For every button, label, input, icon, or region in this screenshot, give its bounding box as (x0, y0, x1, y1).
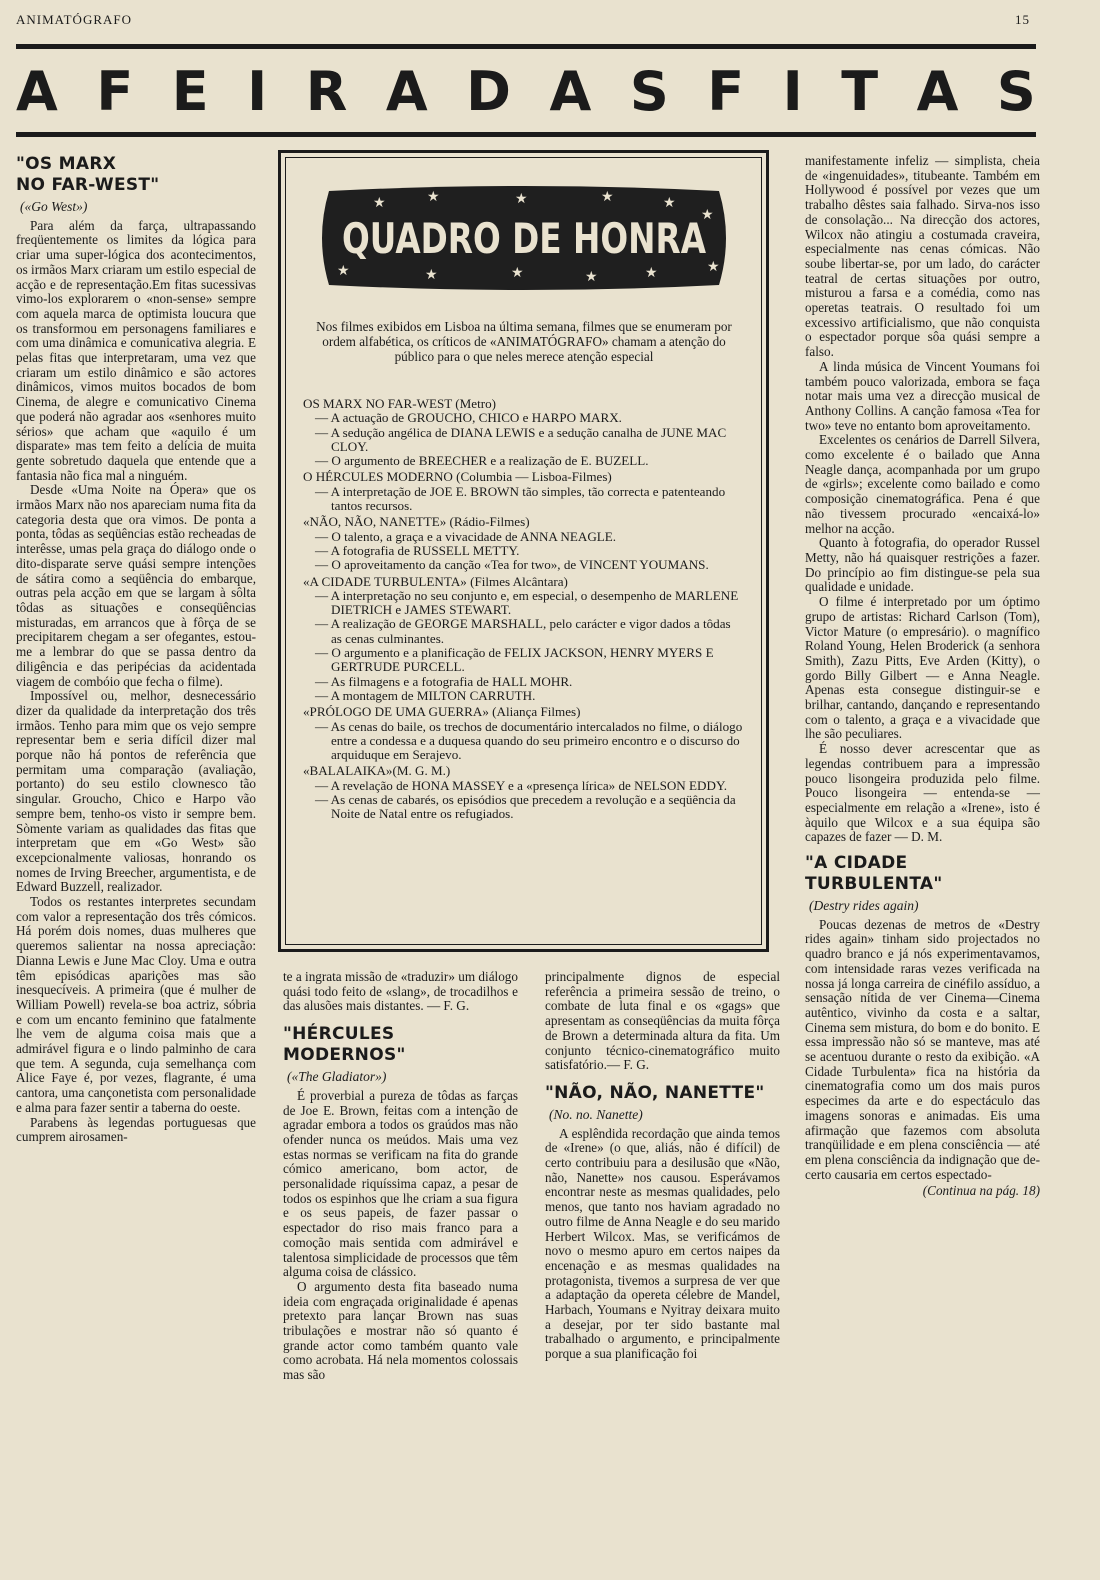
masthead-letter: T (841, 60, 879, 123)
continued-text: te a ingrata missão de «traduzir» um diálogo quási todo feito de «slang», de trocadilhos e das alusões mais distantes. — F. G. (283, 969, 518, 1014)
honra-intro: Nos filmes exibidos em Lisboa na última semana, filmes que se enumeram por ordem alfabética, os críticos de «ANIMATÓGRAFO» chamam a atenção do público para o que neles merece atenção especial (316, 319, 732, 364)
paragraph: O argumento desta fita baseado numa ideia com engraçada originalidade é apenas pretexto para lançar Brown nas suas tribulações e mostrar não só quanto é grande actor como também quanto vale como acrobata. Há nela momentos colossais mas são (283, 1278, 518, 1383)
paragraph: É proverbial a pureza de tôdas as farças de Joe E. Brown, feitas com a intenção de agradar embora a todos os graúdos mas não ofender nunca os meúdos. Mais uma vez estas normas se verificam na fita do grande cómico americano, bom actor, de personalidade riquíssima capaz, a pesar de todos os espinhos que lhe criam a sua figura e os seus papeis, de fazer passar o espectador do riso mais franco para a comoção mais sentida com admirável e talentosa simplicidade de processos que têm alguma coisa de clássico. (283, 1087, 518, 1280)
svg-text:★: ★ (707, 259, 720, 275)
masthead-letter: A (916, 60, 959, 123)
film-point: — A sedução angélica de DIANA LEWIS e a sedução canalha de JUNE MAC CLOY. (315, 424, 727, 454)
page-number: 15 (1015, 12, 1030, 27)
masthead-letter: D (466, 60, 511, 123)
article-subtitle: («The Gladiator») (287, 1069, 387, 1085)
masthead-letter: E (171, 60, 209, 123)
continued-text: principalmente dignos de especial referência a primeira sessão de treino, o combate de luta final e os «gags» que apresentam as conseqüências da muita fôrça de Brown a determinada altura da fita. Um conjunto técnico-cinematográfico muito satisfatório.— F. G. (545, 969, 780, 1073)
film-title: «NÃO, NÃO, NANETTE» (Rádio-Filmes) (303, 514, 530, 530)
svg-text:★: ★ (425, 267, 438, 283)
quadro-de-honra-banner (315, 179, 733, 297)
film-title: «BALALAIKA»(M. G. M.) (303, 763, 451, 779)
film-point: — O aproveitamento da canção «Tea for two», de VINCENT YOUMANS. (315, 557, 709, 573)
film-title: «PRÓLOGO DE UMA GUERRA» (Aliança Filmes) (303, 704, 581, 720)
top-rule (16, 44, 1036, 49)
svg-text:★: ★ (427, 189, 440, 205)
article-nao-nao-nanette (545, 970, 780, 1362)
film-point: — O talento, a graça e a vivacidade de ANNA NEAGLE. (315, 528, 617, 544)
quadro-de-honra-box (278, 150, 769, 952)
film-point: — A interpretação no seu conjunto e, em especial, o desempenho de MARLENE DIETRICH e JAMES STEWART. (315, 587, 739, 618)
svg-text:★: ★ (585, 269, 598, 285)
honra-film (303, 397, 743, 468)
continued-note: (Continua na pág. 18) (922, 1183, 1040, 1199)
paragraph: A linda música de Vincent Youmans foi também pouco valorizada, embora se faça notar mais uma vez a direcção musical de Anthony Collins. A canção famosa «Tea for two» teve no entanto bom aproveitamento. (805, 358, 1040, 433)
article-subtitle: (No. no. Nanette) (549, 1106, 643, 1122)
honra-film (303, 764, 743, 821)
film-title: OS MARX NO FAR-WEST (Metro) (303, 396, 497, 411)
article-heading (283, 1024, 518, 1066)
honra-film (303, 575, 743, 704)
heading-line-2: MODERNOS" (283, 1045, 406, 1066)
bottom-rule (16, 132, 1036, 137)
article-heading (16, 154, 256, 196)
heading-line-2: NO FAR-WEST" (16, 175, 160, 195)
svg-text:★: ★ (601, 189, 614, 205)
paragraph: Quanto à fotografia, do operador Russel Metty, não há quaisquer restrições a fazer. Do princípio ao fim distingue-se pela sua qualidade e unidade. (805, 535, 1040, 595)
paragraph: Parabens às legendas portuguesas que cumprem airosamen- (16, 1114, 256, 1145)
running-header (16, 12, 1030, 28)
paragraph: manifestamente infeliz — simplista, cheia de «ingenuidades», titubeante. Também em Hollywood é possível por vezes que um trabalho dêstes saia falhado. Sirva-nos isso de consolação... Na direcção dos actores, Wilcox não atingiu a costumada craveira, especialmente nas cenas cómicas. Não soube libertar-se, por um lado, do carácter teatral de certas situações por outro, misturou a farsa e a comédia, como nas operetas teatrais. O resultado foi um excessivo artificialismo, que não conquista o espectador porque sôa quási sempre a falso. (805, 153, 1040, 360)
paragraph: Para além da farça, ultrapassando freqüentemente os limites da lógica para criar uma super-lógica dos acontecimentos, os irmãos Marx criaram um estilo especial de acção e de representação.Em fitas sucessivas vimo-los explorarem o «non-sense» sempre com aquela marca de optimista loucura que os transformou em personagens familiares e com uma dinâmica e comunicativa alegria. E pelas fitas que interpretaram, uma vez que criaram um estilo dinâmico e são actores dinâmicos, vimos muitos bocados de bom Cinema, de alegre e comunicativo Cinema que poderá não agradar aos «senhores muito sérios» que acham que «aquilo é um disparate» mas tem feito a delícia de muita gente sobretudo daquela que entende que a fantasia não fica mal a ninguém. (16, 217, 256, 483)
svg-text:★: ★ (663, 195, 676, 211)
film-point: — A actuação de GROUCHO, CHICO e HARPO MARX. (315, 410, 622, 426)
honra-film-list (303, 397, 743, 824)
honra-film (303, 470, 743, 513)
banner-title: QUADRO DE HONRA (342, 214, 707, 263)
svg-text:★: ★ (337, 263, 350, 279)
svg-text:★: ★ (515, 191, 528, 207)
svg-text:★: ★ (645, 265, 658, 281)
masthead-letter: A (549, 60, 592, 123)
svg-text:★: ★ (373, 195, 386, 211)
film-point: — O argumento de BREECHER e a realização de E. BUZELL. (315, 453, 649, 469)
paragraph: O filme é interpretado por um óptimo grupo de artistas: Richard Carlson (Tom), Victor Mature (o empresário). o magnífico Roland Young, Helen Broderick (a senhora Smith), Zazu Pitts, Eve Arden (Kitty), o gordo Billy Gilbert — e Anna Neagle. Apenas esta consegue distinguir-se e brilhar, cantando, dançando e representando com o talento, a graça e a vivacidade que lhe são peculiares. (805, 594, 1040, 742)
film-point: — A revelação de HONA MASSEY e a «presença lírica» de NELSON EDDY. (315, 777, 727, 793)
article-os-marx (16, 154, 256, 1145)
film-point: — A fotografia de RUSSELL METTY. (315, 542, 520, 558)
honra-film (303, 515, 743, 572)
svg-text:★: ★ (701, 207, 714, 223)
masthead-letter: S (996, 60, 1036, 123)
paragraph: Poucas dezenas de metros de «Destry rides again» tinham sido projectados no quadro branco e já nós experimentavamos, com intensidade raras vezes verificada na nossa já longa carreira de cinéfilo assíduo, a sensação nítida de ver Cinema—Cinema autêntico, vivinho da costa e a saltar, Cinema sem mistura, do bom e do bonito. E essa impressão não só se manteve, mas até se acentuou durante o resto da exibição. «A Cidade Turbulenta» fica na história da cinematografia como um dos mais puros especimes da arte e do espectáculo das imagens sonoras e animadas. Eis uma afirmação que fazemos com absoluta tranqüilidade e em plena consciência — até em plena consciência da indignação que de-certo causaria em certos espectado- (805, 916, 1040, 1182)
film-point: — A realização de GEORGE MARSHALL, pelo carácter e vigor dados a tôdas as cenas culminantes. (315, 616, 731, 646)
article-hercules-modernos (283, 970, 518, 1383)
article-subtitle: (Destry rides again) (809, 898, 919, 914)
paragraph: Impossível ou, melhor, desnecessário dizer da qualidade da interpretação dos três irmãos. Tenho para mim que os vejo sempre representar bem e seria difícil dizer mal porque não há pontos de referência que permitam uma comparação (avaliação, portanto) do seu estilo clownesco tão singular. Groucho, Chico e Harpo vão sempre bem, tenho-os visto ir sempre bem. Sòmente variam as qualidades das fitas que interpretam que em «Go West» são excepcionalmente valiosas, honrando os nomes de Irving Breecher, argumentista, e de Edward Buzzell, realizador. (16, 688, 256, 895)
film-title: «A CIDADE TURBULENTA» (Filmes Alcântara) (303, 573, 568, 589)
film-point: — As cenas de cabarés, os episódios que precedem a revolução e a seqüência da Noite de Natal entre os refugiados. (315, 792, 736, 822)
film-point: — As filmagens e a fotografia de HALL MOHR. (315, 673, 573, 689)
paragraph: Desde «Uma Noite na Ópera» que os irmãos Marx não nos apareciam numa fita da categoria desta que ora vimos. De ponta a ponta, tôdas as seqüências estão recheadas de interêsse, umas pela graça do diálogo onde o dito-disparate serve quási sempre intenções de sátira como a seqüência do embarque, outras pela acção em que se largam à sôlta tôdas as situações e conseqüências misturadas, em arrancos que à fôrça de se precipitarem chegam a ser ofegantes, estou-me a lembrar do que se passa dentro da diligência e das peripécias da acidentada viagem de combóio que fecha o filme). (16, 482, 256, 689)
film-point: — O argumento e a planificação de FELIX JACKSON, HENRY MYERS E GERTRUDE PURCELL. (315, 645, 714, 675)
heading-line-1: "A CIDADE (805, 853, 908, 874)
heading-line-1: "OS MARX (16, 154, 117, 174)
heading-line-1: "HÉRCULES (283, 1024, 395, 1045)
paragraph: A esplêndida recordação que ainda temos de «Irene» (o que, aliás, não é difícil) de certo contribuiu para a desilusão que «Não, não, Nanette» nos causou. Esperávamos encontrar neste as mesmas qualidades, pelo menos, que tanto nos haviam agradado no outro filme de Anna Neagle e do seu marido Herbert Wilcox. Mas, se verificámos de novo o mesmo apuro em certos naipes da encenação e as mesmas qualidades na protagonista, tivemos a surpresa de ver que a adaptação da opereta célebre de Mandel, Harbach, Youmans e Nyitray deixara muito a desejar, por ter sido bastante mal trabalhado o argumento, e principalmente porque a sua planificação foi (545, 1125, 780, 1362)
magazine-name: ANIMATÓGRAFO (16, 12, 133, 27)
masthead-letter: R (305, 60, 348, 123)
article-subtitle: («Go West») (20, 199, 88, 214)
paragraph: Excelentes os cenários de Darrell Silvera, como excelente é o bailado que Anna Neagle dança, acompanhada por um grupo de «girls»; excelente como bailado e como composição cinematográfica. Pena é que não tivessem procurado «encaixá-lo» melhor na acção. (805, 432, 1040, 536)
masthead-letter: I (782, 60, 803, 123)
masthead-letter: A (385, 60, 428, 123)
masthead-letter: F (707, 60, 745, 123)
paragraph: Todos os restantes interpretes secundam com valor a representação dos três cómicos. Há porém dois nomes, duas mulheres que queremos salientar na nossa apreciação: Dianna Lewis e June Mac Cloy. Uma e outra têm episódicas aparições mas são inesquecíveis. A primeira (que é mulher de William Powell) revela-se boa actriz, sóbria e com um encanto feminino que fatalmente lhe vem de alguma coisa mais que a admirável figura e o lindo palminho de cara que tem. A segunda, cuja semelhança com Alice Faye é, por vezes, flagrante, é uma cantora, uma cançonetista com personalidade e alma para fazer sentir a taberna do oeste. (16, 894, 256, 1115)
masthead-letter: F (96, 60, 134, 123)
film-point: — A interpretação de JOE E. BROWN tão simples, tão correcta e patenteando tantos recursos. (315, 483, 726, 514)
film-title: O HÉRCULES MODERNO (Columbia — Lisboa-Filmes) (303, 469, 612, 485)
honra-film (303, 705, 743, 762)
film-point: — As cenas do baile, os trechos de documentário intercalados no filme, o diálogo entre a condessa e a duquesa quando do seu primeiro encontro e o discurso do arquiduque em Serajevo. (315, 718, 743, 763)
paragraph: É nosso dever acrescentar que as legendas contribuem para a impressão pouco lisongeira produzida pelo filme. Pouco lisongeira — entenda-se — especialmente em relação a «Irene», isto é àquilo que Wilcox e a sua équipa são capazes de fazer — D. M. (805, 741, 1040, 845)
article-continuation-column (805, 154, 1040, 1199)
masthead-letter: A (16, 60, 58, 123)
heading-line-2: TURBULENTA" (805, 874, 943, 895)
masthead-letter: I (247, 60, 268, 123)
svg-text:★: ★ (511, 265, 524, 281)
article-heading (805, 853, 1040, 895)
masthead-letter: S (629, 60, 669, 123)
masthead-title (16, 62, 1036, 122)
article-heading: "NÃO, NÃO, NANETTE" (545, 1082, 765, 1103)
film-point: — A montagem de MILTON CARRUTH. (315, 687, 536, 703)
